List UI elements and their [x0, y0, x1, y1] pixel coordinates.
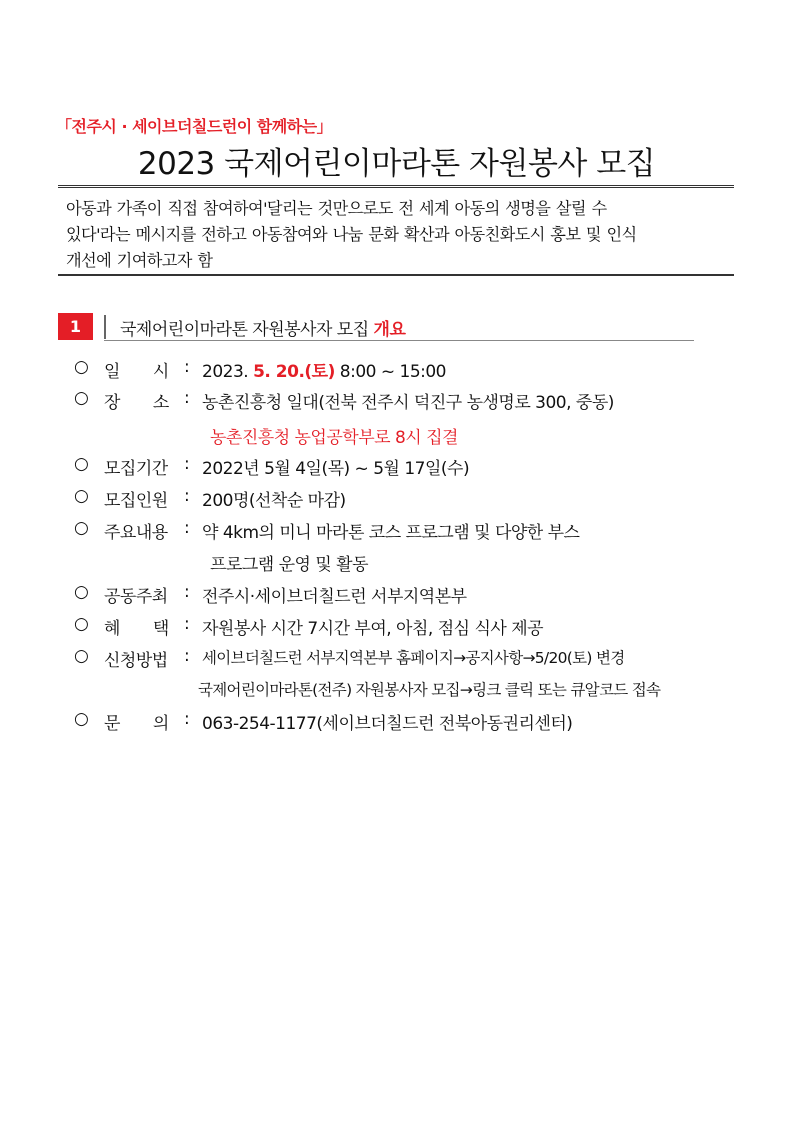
date-highlight: 5. 20.(토)	[253, 362, 335, 382]
row-label: 모집인원	[104, 491, 168, 511]
intro-line: 있다'라는 메시지를 전하고 아동참여와 나눔 문화 확산과 아동친화도시 홍보 및 인식	[66, 225, 637, 244]
bullet-icon: ○	[74, 709, 89, 729]
section-underline	[104, 340, 694, 341]
row-separator: :	[184, 486, 190, 506]
date-year: 2023.	[202, 362, 249, 382]
bullet-icon: ○	[74, 388, 89, 408]
bullet-icon: ○	[74, 582, 89, 602]
row-value: 자원봉사 시간 7시간 부여, 아침, 점심 식사 제공	[202, 619, 544, 639]
section-title	[120, 315, 405, 340]
row-label: 주요내용	[104, 523, 168, 543]
section-heading	[58, 313, 694, 341]
row-separator: :	[184, 709, 190, 729]
section-divider	[104, 315, 106, 339]
row-label: 모집기간	[104, 459, 168, 479]
row-value: 200명(선착순 마감)	[202, 491, 346, 511]
row-separator: :	[184, 582, 190, 602]
intro-text	[66, 196, 731, 274]
row-label: 장 소	[104, 393, 169, 413]
content-continuation: 프로그램 운영 및 활동	[210, 555, 369, 575]
row-separator: :	[184, 388, 190, 408]
row-separator: :	[184, 357, 190, 377]
intro-line: 개선에 기여하고자 함	[66, 251, 213, 270]
intro-line: 아동과 가족이 직접 참여하여'달리는 것만으로도 전 세계 아동의 생명을 살릴 수	[66, 199, 607, 218]
apply-continuation: 국제어린이마라톤(전주) 자원봉사자 모집→링크 클릭 또는 큐알코드 접속	[198, 681, 661, 699]
document-title: 2023 국제어린이마라톤 자원봉사 모집	[137, 146, 656, 182]
row-value	[202, 357, 446, 382]
row-label: 혜 택	[104, 619, 169, 639]
intro-box	[58, 185, 734, 276]
bullet-icon: ○	[74, 454, 89, 474]
row-separator: :	[184, 614, 190, 634]
bullet-icon: ○	[74, 614, 89, 634]
section-title-highlight: 개요	[373, 320, 406, 340]
row-separator: :	[184, 518, 190, 538]
date-time: 8:00 ~ 15:00	[339, 362, 446, 382]
row-label: 공동주최	[104, 587, 168, 607]
section-title-text: 국제어린이마라톤 자원봉사자 모집	[120, 320, 369, 340]
section-number-badge: 1	[58, 313, 93, 340]
row-separator: :	[184, 646, 190, 666]
document-subtitle: 「전주시 · 세이브더칠드런이 함께하는」	[56, 117, 333, 136]
row-value: 세이브더칠드런 서부지역본부 홈페이지→공지사항→5/20(토) 변경	[202, 649, 625, 667]
bullet-icon: ○	[74, 518, 89, 538]
bullet-icon: ○	[74, 486, 89, 506]
row-separator: :	[184, 454, 190, 474]
row-label: 일 시	[104, 362, 169, 382]
row-value: 약 4km의 미니 마라톤 코스 프로그램 및 다양한 부스	[202, 523, 580, 543]
row-value: 063-254-1177(세이브더칠드런 전북아동권리센터)	[202, 714, 573, 734]
row-label: 문 의	[104, 714, 169, 734]
row-value: 전주시·세이브더칠드런 서부지역본부	[202, 587, 467, 607]
row-label: 신청방법	[104, 651, 168, 671]
bullet-icon: ○	[74, 357, 89, 377]
bullet-icon: ○	[74, 646, 89, 666]
row-value: 2022년 5월 4일(목) ~ 5월 17일(수)	[202, 459, 470, 479]
place-note: 농촌진흥청 농업공학부로 8시 집결	[210, 428, 458, 448]
row-value: 농촌진흥청 일대(전북 전주시 덕진구 농생명로 300, 중동)	[202, 393, 614, 413]
